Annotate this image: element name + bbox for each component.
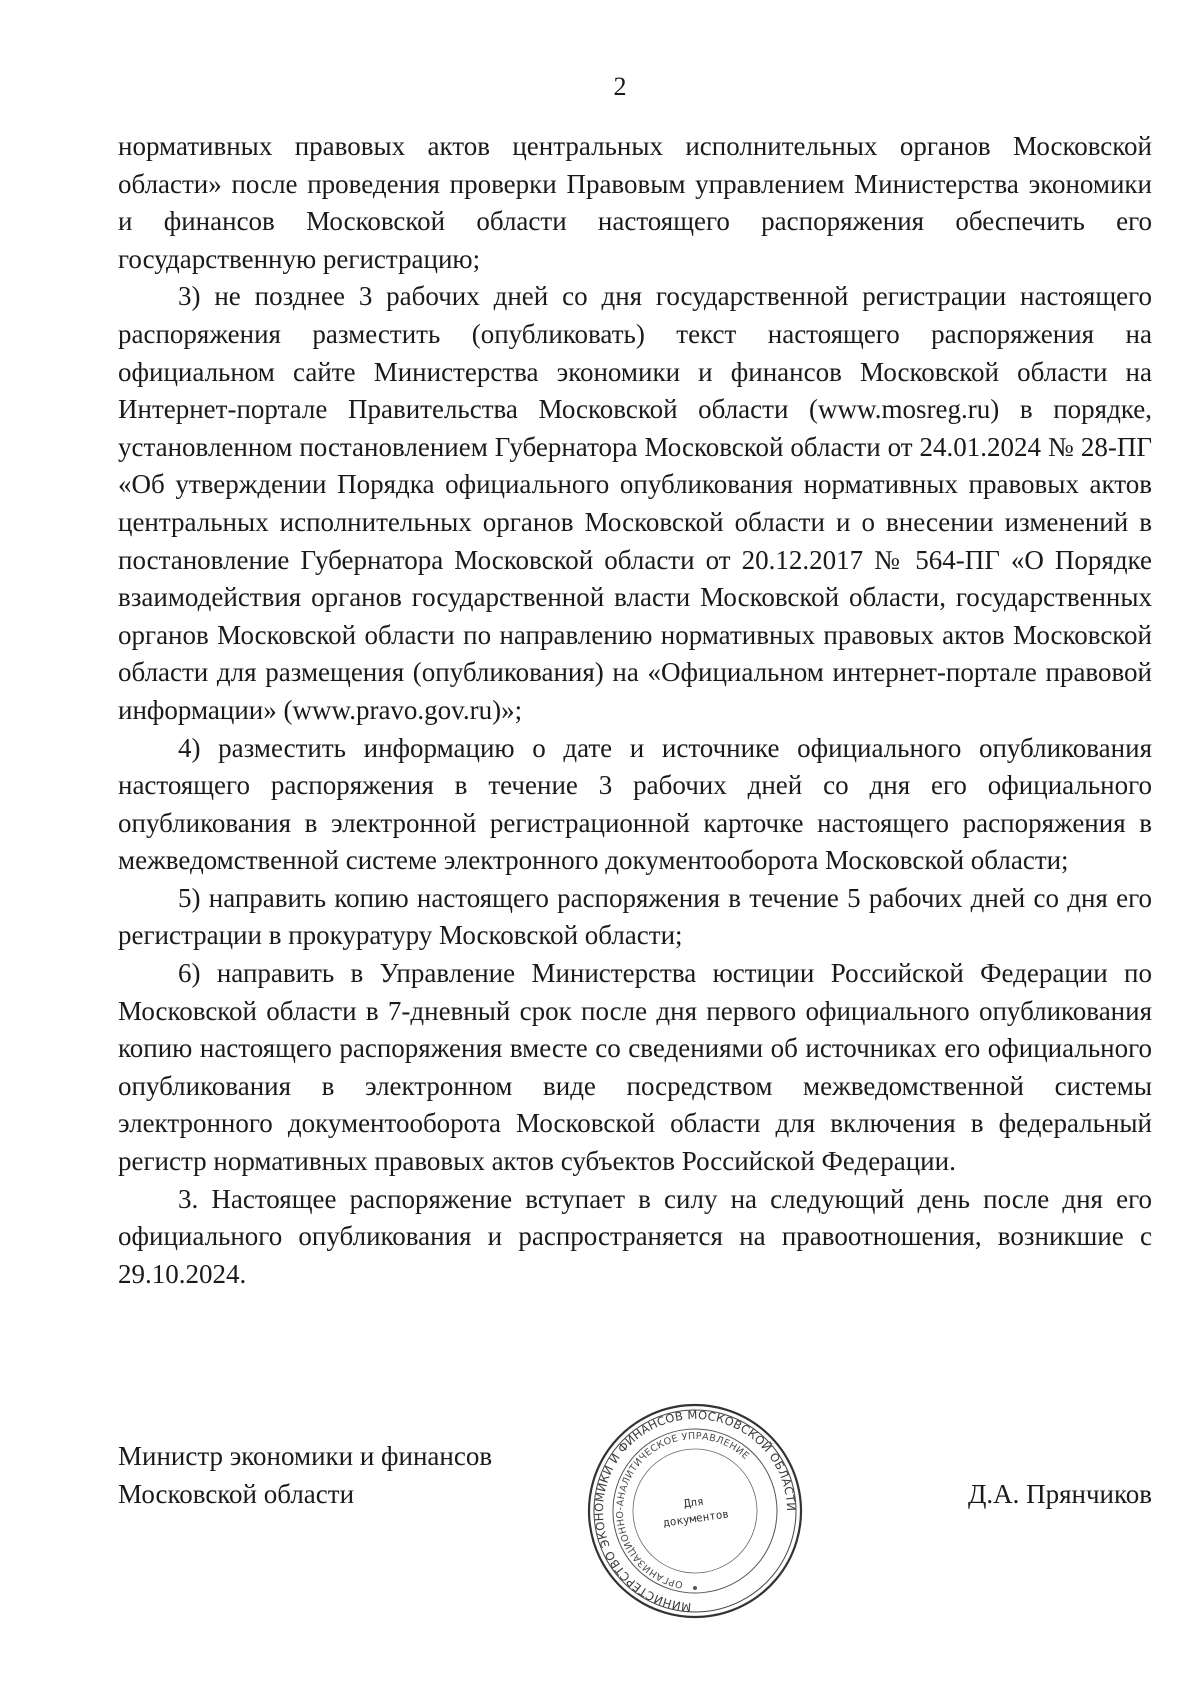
seal-icon [584,1400,806,1622]
official-seal-stamp [584,1400,806,1622]
signatory-position-line-2: Московской области [118,1478,355,1509]
signatory-position-line-1: Министр экономики и финансов [118,1441,493,1471]
signature-block [118,1407,1152,1660]
paragraph-item-4: 4) разместить информацию о дате и источнике официального опубликования настоящего распоряжения в течение 3 рабочих дней со дня его официального опубликования в электронной регистрационной карточке настоящего распоряжения в межведомственной системе электронного документооборота Московской области; [118,732,1152,876]
paragraph-item-5: 5) направить копию настоящего распоряжения в течение 5 рабочих дней со дня его регистрации в прокуратуру Московской области; [118,882,1152,951]
signatory-name: Д.А. Прянчиков [967,1479,1152,1509]
page-number: 2 [613,72,627,101]
paragraph-continuation: нормативных правовых актов центральных исполнительных органов Московской области» после проведения проверки Правовым управлением Министерства экономики и финансов Московской области настоящего распоряжения обеспечить его государственную регистрацию; [118,131,1152,274]
seal-center-line-2: документов [662,1507,730,1530]
seal-center-line-1: Для [683,1494,705,1511]
seal-inner-text: ОРГАНИЗАЦИОННО-АНАЛИТИЧЕСКОЕ УПРАВЛЕНИЕ [614,1430,752,1590]
signatory-position [118,1438,598,1513]
paragraph-item-6: 6) направить в Управление Министерства юстиции Российской Федерации по Московской области в 7-дневный срок после дня первого официального опубликования копию настоящего распоряжения вместе со сведениями об источниках его официального опубликования в электронном виде посредством межведомственной системы электронного документооборота Московской области для включения в федеральный регистр нормативных правовых актов субъектов Российской Федерации. [118,958,1152,1177]
document-body [118,128,1152,1293]
seal-outer-text: МИНИСТЕРСТВО ЭКОНОМИКИ И ФИНАНСОВ МОСКОВСКОЙ ОБЛАСТИ [591,1407,799,1615]
paragraph-item-3: 3) не позднее 3 рабочих дней со дня государственной регистрации настоящего распоряжения разместить (опубликовать) текст настоящего распоряжения на официальном сайте Министерства экономики и финансов Московской области на Интернет-портале Правительства Московской области (www.mosreg.ru) в порядке, установленном постановлением Губернатора Московской области от 24.01.2024 № 28-ПГ «Об утверждении Порядка официального опубликования нормативных правовых актов центральных исполнительных органов Московской области и о внесении изменений в постановление Губернатора Московской области от 20.12.2017 № 564-ПГ «О Порядке взаимодействия органов государственной власти Московской области, государственных органов Московской области по направлению нормативных правовых актов Московской области для размещения (опубликования) на «Официальном интернет-портале правовой информации» (www.pravo.gov.ru)»; [118,281,1152,725]
paragraph-clause-3: 3. Настоящее распоряжение вступает в силу на следующий день после дня его официального опубликования и распространяется на правоотношения, возникшие с 29.10.2024. [118,1183,1152,1289]
